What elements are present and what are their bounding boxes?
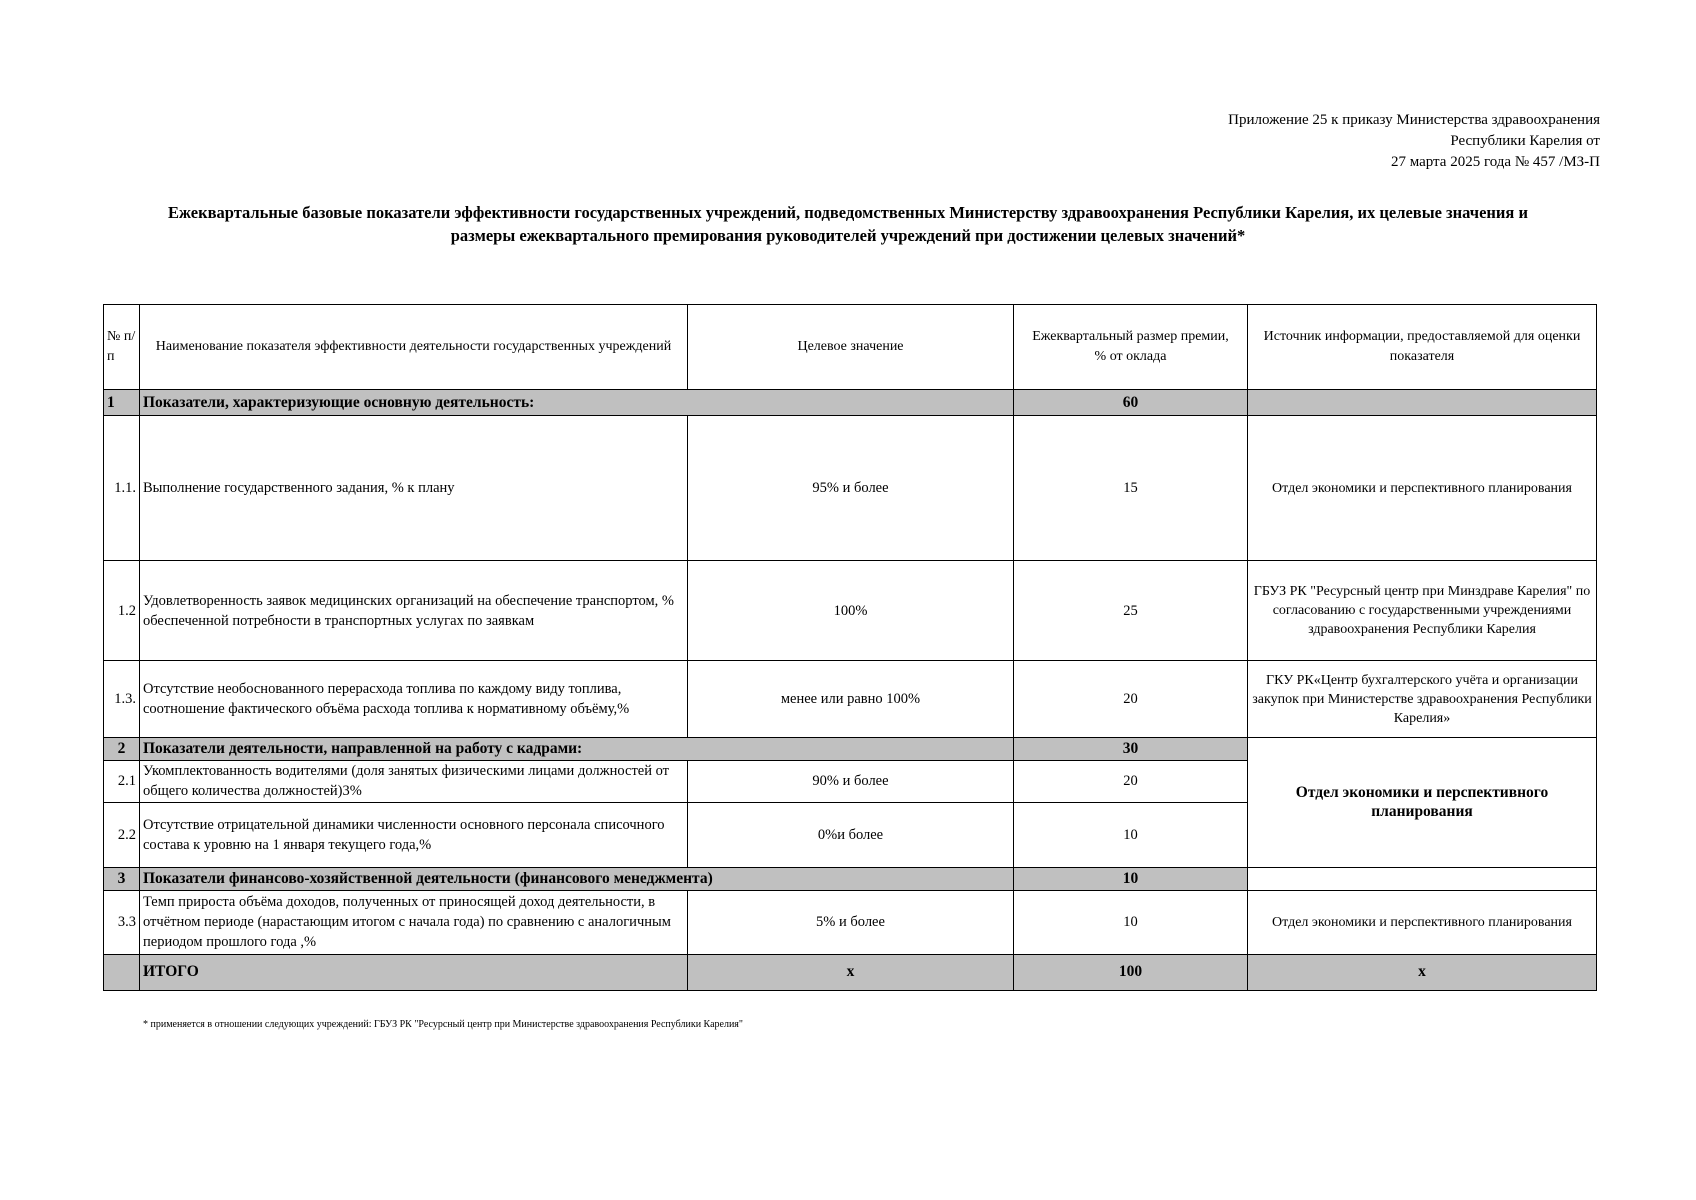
- total-row: [104, 954, 1597, 990]
- row-target: 100%: [688, 561, 1014, 661]
- row-name: Отсутствие отрицательной динамики численности основного персонала списочного состава к уровню на 1 января текущего года,%: [140, 802, 688, 867]
- table-row: [104, 890, 1597, 954]
- document-title: [100, 201, 1596, 247]
- appendix-line: Приложение 25 к приказу Министерства здравоохранения: [1228, 112, 1600, 128]
- section-num: 3: [104, 867, 140, 890]
- appendix-line: 27 марта 2025 года № 457 /МЗ-П: [1390, 154, 1600, 170]
- indicators-table: [103, 304, 1597, 991]
- table-row: [104, 561, 1597, 661]
- title-line: Ежеквартальные базовые показатели эффективности государственных учреждений, подведомственных Министерству здравоохранения Республики Карелия, их целевые значения и: [168, 203, 1528, 222]
- section-row: [104, 737, 1597, 760]
- table-row: [104, 416, 1597, 561]
- row-source: Отдел экономики и перспективного планирования: [1248, 737, 1597, 867]
- total-source: х: [1248, 954, 1597, 990]
- section-num: 2: [104, 737, 140, 760]
- section-row: [104, 867, 1597, 890]
- row-target: 90% и более: [688, 760, 1014, 802]
- row-num: 2.2: [104, 802, 140, 867]
- row-bonus: 10: [1014, 802, 1248, 867]
- section-source: [1248, 390, 1597, 416]
- row-source: Отдел экономики и перспективного планирования: [1248, 890, 1597, 954]
- row-name: Темп прироста объёма доходов, полученных от приносящей доход деятельности, в отчётном периоде (нарастающим итогом с начала года) по сравнению с аналогичным периодом прошлого года ,%: [140, 890, 688, 954]
- title-line: размеры ежеквартального премирования руководителей учреждений при достижении целевых значений*: [450, 226, 1246, 245]
- row-target: 95% и более: [688, 416, 1014, 561]
- total-label: ИТОГО: [140, 954, 688, 990]
- row-name: Выполнение государственного задания, % к плану: [140, 416, 688, 561]
- row-name: Удовлетворенность заявок медицинских организаций на обеспечение транспортом, % обеспеченной потребности в транспортных услугах по заявкам: [140, 561, 688, 661]
- header-source: Источник информации, предоставляемой для оценки показателя: [1248, 305, 1597, 390]
- row-bonus: 10: [1014, 890, 1248, 954]
- section-bonus: 60: [1014, 390, 1248, 416]
- section-name: Показатели, характеризующие основную деятельность:: [140, 390, 1014, 416]
- appendix-note: [1228, 110, 1600, 173]
- row-name: Укомплектованность водителями (доля занятых физическими лицами должностей от общего количества должностей)3%: [140, 760, 688, 802]
- row-source: Отдел экономики и перспективного планирования: [1248, 416, 1597, 561]
- section-name: Показатели деятельности, направленной на работу с кадрами:: [140, 737, 1014, 760]
- section-bonus: 30: [1014, 737, 1248, 760]
- row-num: 2.1: [104, 760, 140, 802]
- row-name: Отсутствие необоснованного перерасхода топлива по каждому виду топлива, соотношение фактического объёма расхода топлива к нормативному объёму,%: [140, 661, 688, 737]
- section-bonus: 10: [1014, 867, 1248, 890]
- row-target: 0%и более: [688, 802, 1014, 867]
- section-name: Показатели финансово-хозяйственной деятельности (финансового менеджмента): [140, 867, 1014, 890]
- section-source: [1248, 867, 1597, 890]
- header-target: Целевое значение: [688, 305, 1014, 390]
- header-name: Наименование показателя эффективности деятельности государственных учреждений: [140, 305, 688, 390]
- row-bonus: 20: [1014, 661, 1248, 737]
- row-num: 3.3: [104, 890, 140, 954]
- row-num: 1.3.: [104, 661, 140, 737]
- footnote: * применяется в отношении следующих учреждений: ГБУЗ РК "Ресурсный центр при Министерстве здравоохранения Республики Карелия": [143, 1019, 743, 1030]
- row-source: ГКУ РК«Центр бухгалтерского учёта и организации закупок при Министерстве здравоохранения Республики Карелия»: [1248, 661, 1597, 737]
- header-num: № п/п: [104, 305, 140, 390]
- table-row: [104, 661, 1597, 737]
- total-bonus: 100: [1014, 954, 1248, 990]
- total-target: х: [688, 954, 1014, 990]
- table-header-row: [104, 305, 1597, 390]
- row-target: менее или равно 100%: [688, 661, 1014, 737]
- row-source: ГБУЗ РК "Ресурсный центр при Минздраве Карелия" по согласованию с государственными учреждениями здравоохранения Республики Карелия: [1248, 561, 1597, 661]
- row-num: 1.1.: [104, 416, 140, 561]
- row-bonus: 15: [1014, 416, 1248, 561]
- section-num: 1: [104, 390, 140, 416]
- row-bonus: 20: [1014, 760, 1248, 802]
- section-row: [104, 390, 1597, 416]
- appendix-line: Республики Карелия от: [1450, 133, 1600, 149]
- row-bonus: 25: [1014, 561, 1248, 661]
- row-num: 1.2: [104, 561, 140, 661]
- row-target: 5% и более: [688, 890, 1014, 954]
- total-num: [104, 954, 140, 990]
- header-bonus: Ежеквартальный размер премии, % от оклада: [1014, 305, 1248, 390]
